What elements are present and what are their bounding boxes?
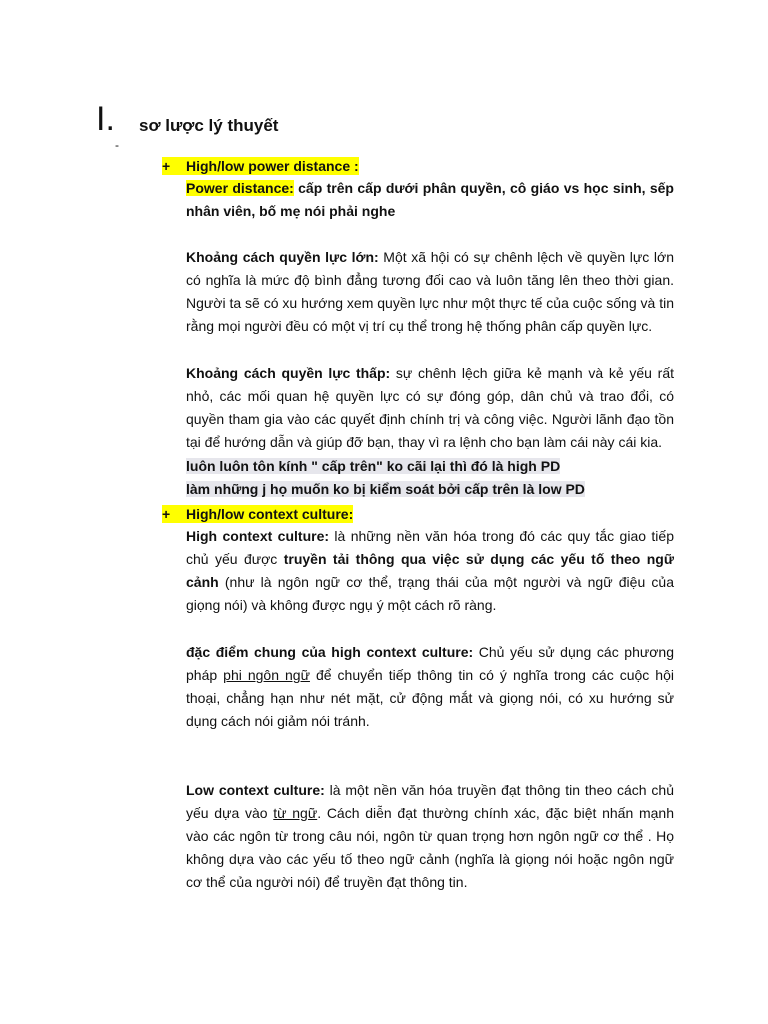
power-distance-definition — [186, 177, 674, 223]
section-numeral: I. — [96, 100, 115, 138]
common-traits-label: đặc điểm chung của high context culture: — [186, 644, 474, 660]
low-context-underline: từ ngữ — [273, 805, 318, 821]
bullet-context-culture — [162, 505, 353, 523]
low-context-text-2: . Cách diễn đạt thường chính xác, đặc biệt nhấn mạnh vào các ngôn từ trong câu nói, ngôn từ quan trọng hơn ngôn ngữ cơ thể . Họ không dựa vào các yếu tố theo ngữ cảnh (nghĩa là giọng nói hoặc ngôn ngữ cơ thể của người nói) để truyền đạt thông tin. — [186, 805, 674, 890]
high-context-text-1: là những nền văn hóa trong đó các quy tắc giao tiếp chủ yếu được — [186, 528, 674, 567]
context-culture-heading: High/low context culture: — [186, 506, 354, 522]
high-power-distance-paragraph — [186, 246, 674, 338]
high-context-paragraph — [186, 525, 674, 617]
high-context-text-2: (như là ngôn ngữ cơ thể, trạng thái của một người và ngữ điệu của giọng nói) và không được ngụ ý một cách rõ ràng. — [186, 574, 674, 613]
bullet-plus-marker-2: + — [162, 506, 171, 522]
high-pd-text: Một xã hội có sự chênh lệch về quyền lực lớn có nghĩa là mức độ bình đẳng tương đối cao và luôn tăng lên theo thời gian. Người ta sẽ có xu hướng xem quyền lực như một thực tế của cuộc sống và tin rằng mọi người đều có một vị trí cụ thể trong hệ thống phân cấp quyền lực. — [186, 249, 674, 334]
low-context-paragraph — [186, 779, 674, 894]
low-pd-text: sự chênh lệch giữa kẻ mạnh và kẻ yếu rất nhỏ, các mối quan hệ quyền lực có sự đóng góp, dân chủ và trao đổi, có quyền tham gia vào các quyết định chính trị và công việc. Người lãnh đạo tồn tại để hướng dẫn và giúp đỡ bạn, thay vì ra lệnh cho bạn làm cái này cái kia. — [186, 365, 674, 450]
common-traits-text-1: Chủ yếu sử dụng các phương pháp — [186, 644, 674, 683]
section-title: sơ lược lý thuyết — [139, 116, 279, 135]
pd-notes — [186, 455, 674, 501]
bullet-plus-marker: + — [162, 158, 171, 174]
common-traits-paragraph — [186, 641, 674, 733]
power-distance-heading: High/low power distance : — [186, 158, 359, 174]
bullet-power-distance — [162, 157, 359, 175]
high-pd-label: Khoảng cách quyền lực lớn: — [186, 249, 379, 265]
low-context-text-1: là một nền văn hóa truyền đạt thông tin theo cách chủ yếu dựa vào — [186, 782, 674, 821]
low-power-distance-paragraph — [186, 362, 674, 454]
power-distance-label: Power distance: — [186, 180, 294, 196]
list-dash: - — [115, 138, 119, 152]
note-high-pd: luôn luôn tôn kính " cấp trên" ko cãi lại thì đó là high PD — [186, 458, 561, 474]
common-traits-underline: phi ngôn ngữ — [223, 667, 310, 683]
common-traits-text-2: để chuyển tiếp thông tin có ý nghĩa trong các cuộc hội thoại, chẳng hạn như nét mặt, cử động mắt và giọng nói, có xu hướng sử dụng cách nói giảm nói tránh. — [186, 667, 674, 729]
high-context-label: High context culture: — [186, 528, 330, 544]
high-context-bold: truyền tải thông qua việc sử dụng các yếu tố theo ngữ cảnh — [186, 551, 674, 590]
note-low-pd: làm những j họ muốn ko bị kiểm soát bởi cấp trên là low PD — [186, 481, 585, 497]
low-context-label: Low context culture: — [186, 782, 325, 798]
low-pd-label: Khoảng cách quyền lực thấp: — [186, 365, 391, 381]
power-distance-desc: cấp trên cấp dưới phân quyền, cô giáo vs học sinh, sếp nhân viên, bố mẹ nói phải nghe — [186, 180, 674, 219]
